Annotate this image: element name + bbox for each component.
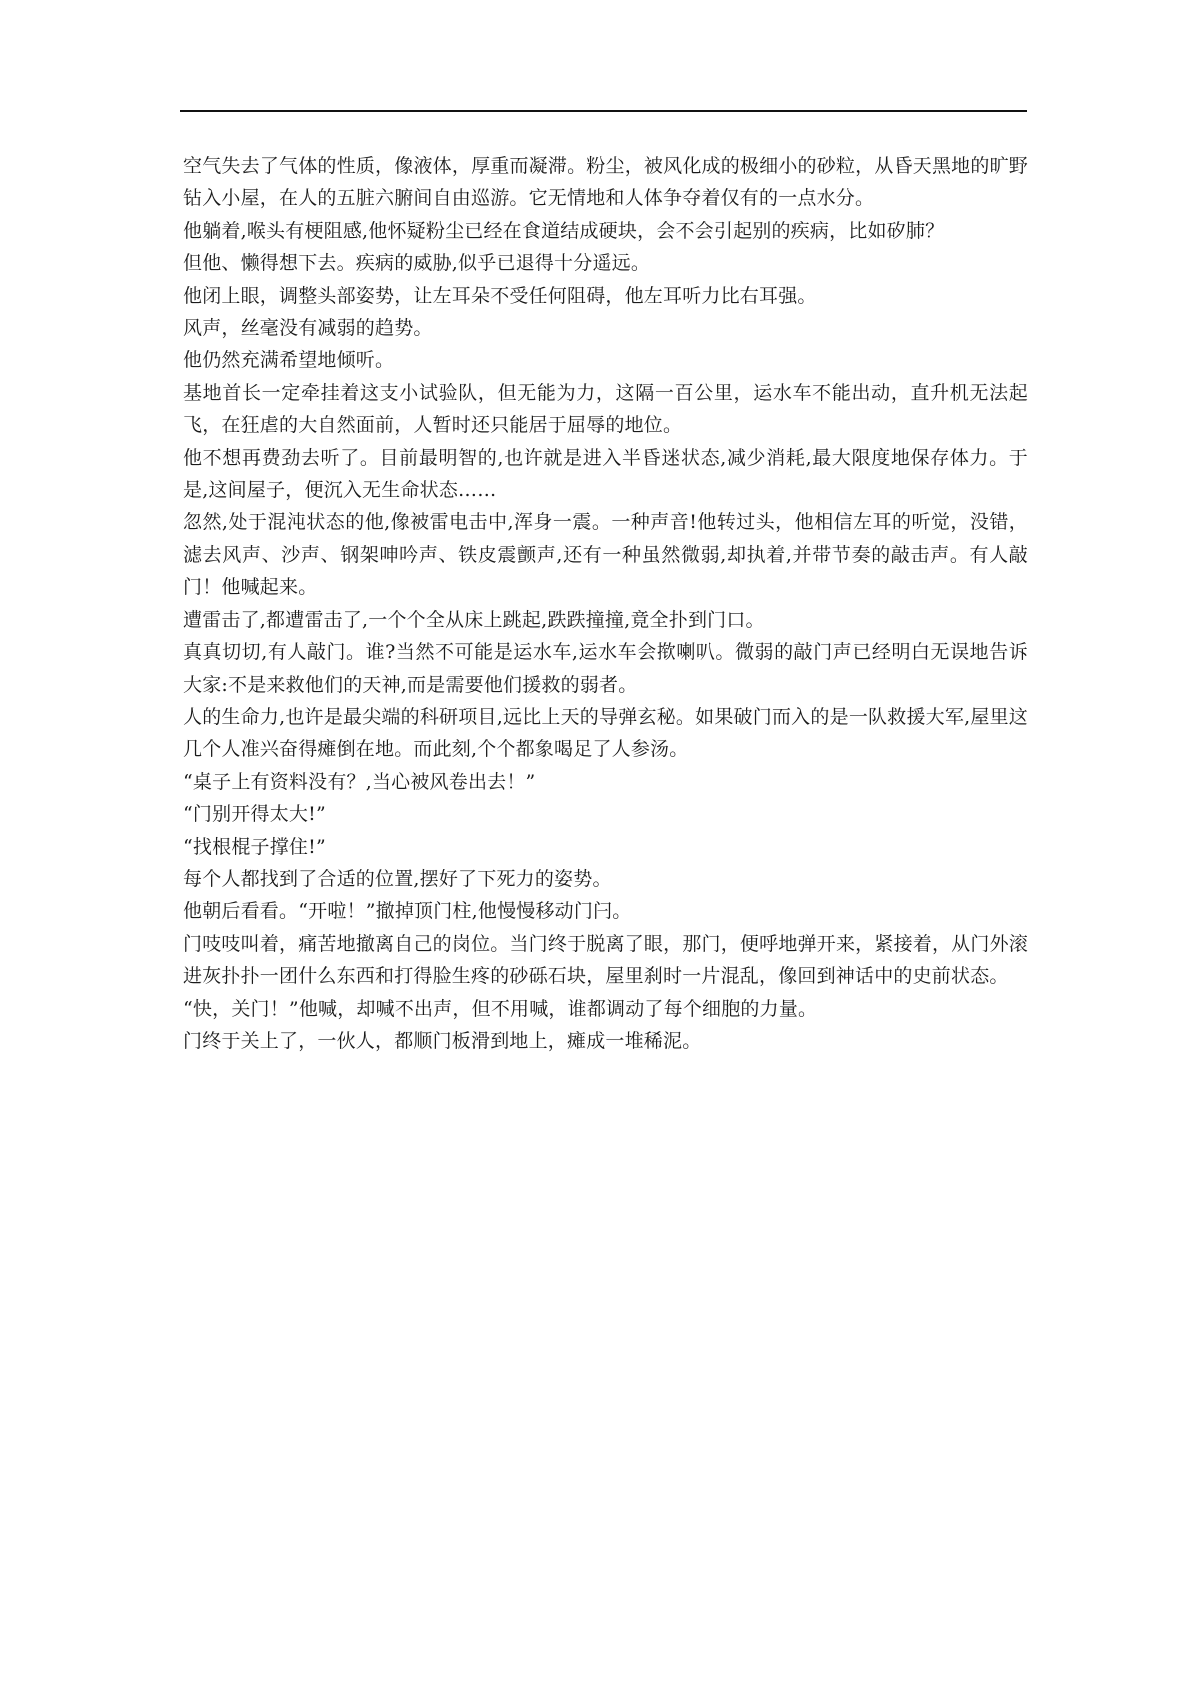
paragraph: 他朝后看看。“开啦！”撤掉顶门柱,他慢慢移动门闩。	[183, 900, 632, 923]
paragraph: 空气失去了气体的性质，像液体，厚重而凝滞。粉尘，被风化成的极细小的砂粒，从昏天黑地的旷野钻入小屋，在人的五脏六腑间自由巡游。它无情地和人体争夺着仅有的一点水分。	[183, 155, 1028, 210]
paragraph: 人的生命力,也许是最尖端的科研项目,远比上天的导弹玄秘。如果破门而入的是一队救援大军,屋里这几个人准兴奋得瘫倒在地。而此刻,个个都象喝足了人参汤。	[183, 705, 1028, 761]
paragraph: “快，关门！”他喊，却喊不出声，但不用喊，谁都调动了每个细胞的力量。	[183, 997, 818, 1020]
paragraph: “门别开得太大!”	[183, 803, 326, 826]
paragraph: 门吱吱叫着，痛苦地撤离自己的岗位。当门终于脱离了眼，那门，便呼地弹开来，紧接着，从门外滚进灰扑扑一团什么东西和打得脸生疼的砂砾石块，屋里刹时一片混乱，像回到神话中的史前状态。	[183, 932, 1028, 988]
paragraph: 真真切切,有人敲门。谁?当然不可能是运水车,运水车会揿喇叭。微弱的敲门声已经明白无误地告诉大家:不是来救他们的天神,而是需要他们援救的弱者。	[183, 641, 1028, 696]
paragraph: 他躺着,喉头有梗阻感,他怀疑粉尘已经在食道结成硬块，会不会引起别的疾病，比如矽肺？	[183, 219, 945, 242]
paragraph: “找根棍子撑住!”	[183, 835, 326, 858]
paragraph: 但他、懒得想下去。疾病的威胁,似乎已退得十分遥远。	[183, 252, 651, 275]
paragraph: 风声，丝毫没有减弱的趋势。	[183, 317, 433, 340]
document-body	[183, 150, 1028, 1057]
paragraph: 每个人都找到了合适的位置,摆好了下死力的姿势。	[183, 867, 612, 890]
paragraph: 他闭上眼，调整头部姿势，让左耳朵不受任何阻碍，他左耳听力比右耳强。	[183, 284, 817, 307]
paragraph: “桌子上有资料没有？,当心被风卷出去！”	[183, 770, 536, 793]
paragraph: 门终于关上了，一伙人，都顺门板滑到地上，瘫成一堆稀泥。	[183, 1029, 702, 1052]
paragraph: 基地首长一定牵挂着这支小试验队，但无能为力，这隔一百公里，运水车不能出动，直升机无法起飞，在狂虐的大自然面前，人暂时还只能居于屈辱的地位。	[183, 381, 1028, 437]
header-rule	[180, 110, 1027, 112]
paragraph: 遭雷击了,都遭雷击了,一个个全从床上跳起,跌跌撞撞,竟全扑到门口。	[183, 608, 765, 631]
paragraph: 他不想再费劲去听了。目前最明智的,也许就是进入半昏迷状态,减少消耗,最大限度地保存体力。于是,这间屋子，便沉入无生命状态……	[183, 446, 1028, 502]
paragraph: 忽然,处于混沌状态的他,像被雷电击中,浑身一震。一种声音!他转过头，他相信左耳的听觉，没错，滤去风声、沙声、钢架呻吟声、铁皮震颤声,还有一种虽然微弱,却执着,并带节奏的敲击声。有人敲门！他喊起来。	[183, 511, 1028, 599]
paragraph: 他仍然充满希望地倾听。	[183, 349, 395, 372]
